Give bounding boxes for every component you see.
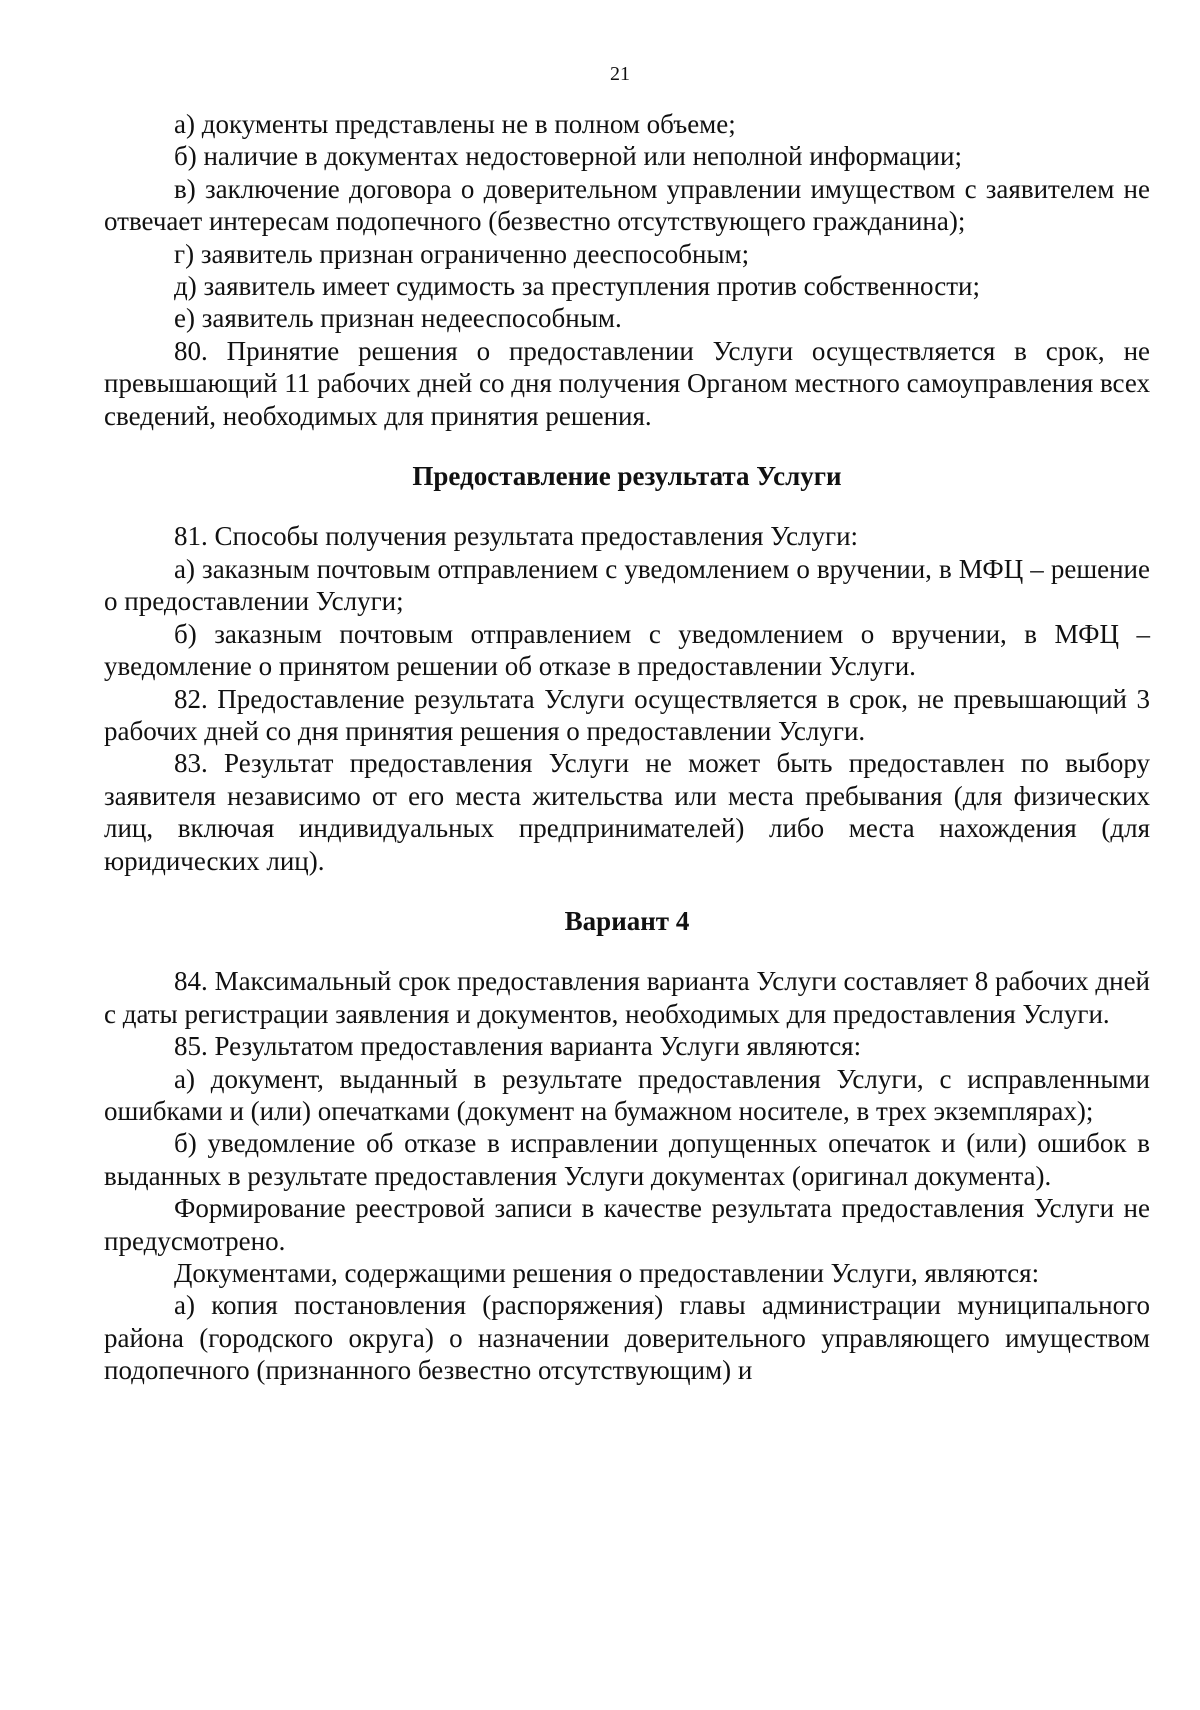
paragraph-decision-documents-a: а) копия постановления (распоряжения) главы администрации муниципального района (городского округа) о назначении доверительного управляющего имуществом подопечного (признанного безвестно отсутствующим) и [104, 1290, 1150, 1386]
section-heading-result: Предоставление результата Услуги [412, 461, 842, 492]
paragraph-d-criminal-record: д) заявитель имеет судимость за преступления против собственности; [174, 271, 980, 302]
paragraph-84: 84. Максимальный срок предоставления варианта Услуги составляет 8 рабочих дней с даты регистрации заявления и документов, необходимых для предоставления Услуги. [104, 966, 1150, 1029]
paragraph-85-a: а) документ, выданный в результате предоставления Услуги, с исправленными ошибками и (или) опечатками (документ на бумажном носителе, в трех экземплярах); [104, 1063, 1150, 1126]
paragraph-81-a: а) заказным почтовым отправлением с уведомлением о вручении, в МФЦ – решение о предоставлении Услуги; [104, 553, 1150, 617]
page-number: 21 [610, 63, 630, 85]
paragraph-v-contract-interests: в) заключение договора о доверительном управлении имуществом с заявителем не отвечает интересам подопечного (безвестно отсутствующего гражданина); [104, 173, 1150, 237]
paragraph-85: 85. Результатом предоставления варианта Услуги являются: [174, 1031, 862, 1062]
paragraph-85-b: б) уведомление об отказе в исправлении допущенных опечаток и (или) ошибок в выданных в результате предоставления Услуги документах (оригинал документа). [104, 1128, 1150, 1191]
paragraph-83: 83. Результат предоставления Услуги не может быть предоставлен по выбору заявителя независимо от его места жительства или места пребывания (для физических лиц, включая индивидуальных предпринимателей) либо места нахождения (для юридических лиц). [104, 748, 1150, 876]
paragraph-82: 82. Предоставление результата Услуги осуществляется в срок, не превышающий 3 рабочих дней со дня принятия решения о предоставлении Услуги. [104, 683, 1150, 746]
paragraph-e-incapacitated: е) заявитель признан недееспособным. [174, 303, 622, 334]
paragraph-b-unreliable-information: б) наличие в документах недостоверной или неполной информации; [174, 141, 962, 172]
paragraph-decision-documents: Документами, содержащими решения о предоставлении Услуги, являются: [174, 1258, 1040, 1288]
document-body [104, 108, 1150, 1387]
paragraph-g-limited-capacity: г) заявитель признан ограниченно дееспособным; [174, 238, 750, 269]
paragraph-81: 81. Способы получения результата предоставления Услуги: [174, 521, 859, 552]
paragraph-registry-entry: Формирование реестровой записи в качестве результата предоставления Услуги не предусмотрено. [104, 1193, 1150, 1256]
section-heading-variant-4: Вариант 4 [564, 905, 690, 936]
paragraph-a-incomplete-documents: а) документы представлены не в полном объеме; [174, 109, 736, 139]
paragraph-80: 80. Принятие решения о предоставлении Услуги осуществляется в срок, не превышающий 11 рабочих дней со дня получения Органом местного самоуправления всех сведений, необходимых для принятия решения. [104, 335, 1150, 431]
paragraph-81-b: б) заказным почтовым отправлением с уведомлением о вручении, в МФЦ – уведомление о принятом решении об отказе в предоставлении Услуги. [104, 618, 1150, 682]
